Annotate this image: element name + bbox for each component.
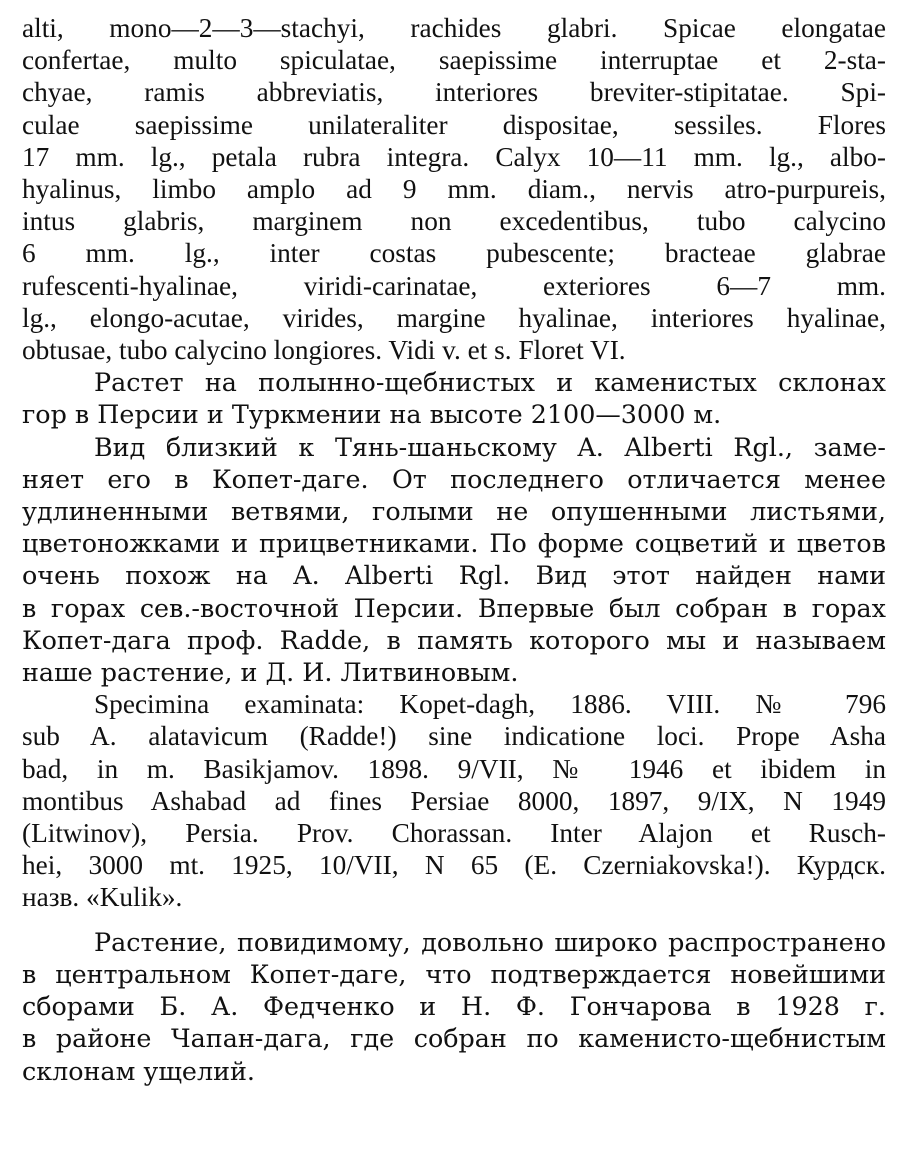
text-line: гор в Персии и Туркмении на высоте 2100—3000 м. [22,399,722,430]
paragraph-gap [22,914,886,926]
text-line: назв. «Kulik». [22,882,183,913]
specimina-paragraph [22,688,886,913]
text-line: rufescenti-hyalinae, viridi-carinatae, exteriores 6—7 mm. [22,270,886,301]
text-line: в горах сев.-восточной Персии. Впервые был собран в горах [22,592,886,623]
text-line: hyalinus, limbo amplo ad 9 mm. diam., nervis atro-purpureis, [22,174,886,205]
text-line: bad, in m. Basikjamov. 1898. 9/VII, № 1946 et ibidem in [22,753,886,784]
latin-description-paragraph [22,12,886,366]
text-line: очень похож на A. Alberti Rgl. Вид этот найден нами [22,560,886,591]
habitat-paragraph [22,366,886,430]
text-line: в центральном Копет-даге, что подтверждается новейшими [22,958,886,989]
text-line: 17 mm. lg., petala rubra integra. Calyx 10—11 mm. lg., albo- [22,141,886,172]
text-line: intus glabris, marginem non excedentibus, tubo calycino [22,206,886,237]
text-line: наше растение, и Д. И. Литвиновым. [22,657,519,688]
text-line: цветоножками и прицветниками. По форме соцветий и цветов [22,528,886,559]
text-line: няет его в Копет-даге. От последнего отличается менее [22,463,886,494]
text-line: obtusae, tubo calycino longiores. Vidi v. et s. Floret VI. [22,335,626,366]
text-line: Вид близкий к Тянь-шаньскому A. Alberti Rgl., заме- [94,431,886,462]
text-line: склонам ущелий. [22,1055,256,1086]
text-line: lg., elongo-acutae, virides, margine hyalinae, interiores hyalinae, [22,302,886,333]
text-line: 6 mm. lg., inter costas pubescente; bracteae glabrae [22,238,886,269]
text-line: alti, mono—2—3—stachyi, rachides glabri. Spicae elongatae [22,13,886,43]
text-line: удлиненными ветвями, голыми не опушенными листьями, [22,496,886,527]
text-line: Копет-дага проф. Radde, в память которого мы и называем [22,624,886,655]
text-line: culae saepissime unilateraliter dispositae, sessiles. Flores [22,109,886,140]
text-line: chyae, ramis abbreviatis, interiores breviter-stipitatae. Spi- [22,77,886,108]
text-line: сборами Б. А. Федченко и Н. Ф. Гончарова в 1928 г. [22,991,886,1022]
text-line: Растение, повидимому, довольно широко распространено [94,926,886,957]
text-line: sub A. alatavicum (Radde!) sine indicatione loci. Prope Asha [22,721,886,752]
text-line: Растет на полынно-щебнистых и каменистых склонах [94,367,886,398]
text-line: в районе Чапан-дага, где собран по каменисто-щебнистым [22,1023,886,1054]
distribution-paragraph [22,926,886,1087]
text-line: Specimina examinata: Kopet-dagh, 1886. VIII. № 796 [94,689,886,720]
text-line: hei, 3000 mt. 1925, 10/VII, N 65 (E. Czerniakovska!). Курдск. [22,850,886,881]
text-line: confertae, multo spiculatae, saepissime interruptae et 2-sta- [22,45,886,76]
text-line: (Litwinov), Persia. Prov. Chorassan. Inter Alajon et Rusch- [22,818,886,849]
text-line: montibus Ashabad ad fines Persiae 8000, 1897, 9/IX, N 1949 [22,785,886,816]
affinity-paragraph [22,431,886,689]
